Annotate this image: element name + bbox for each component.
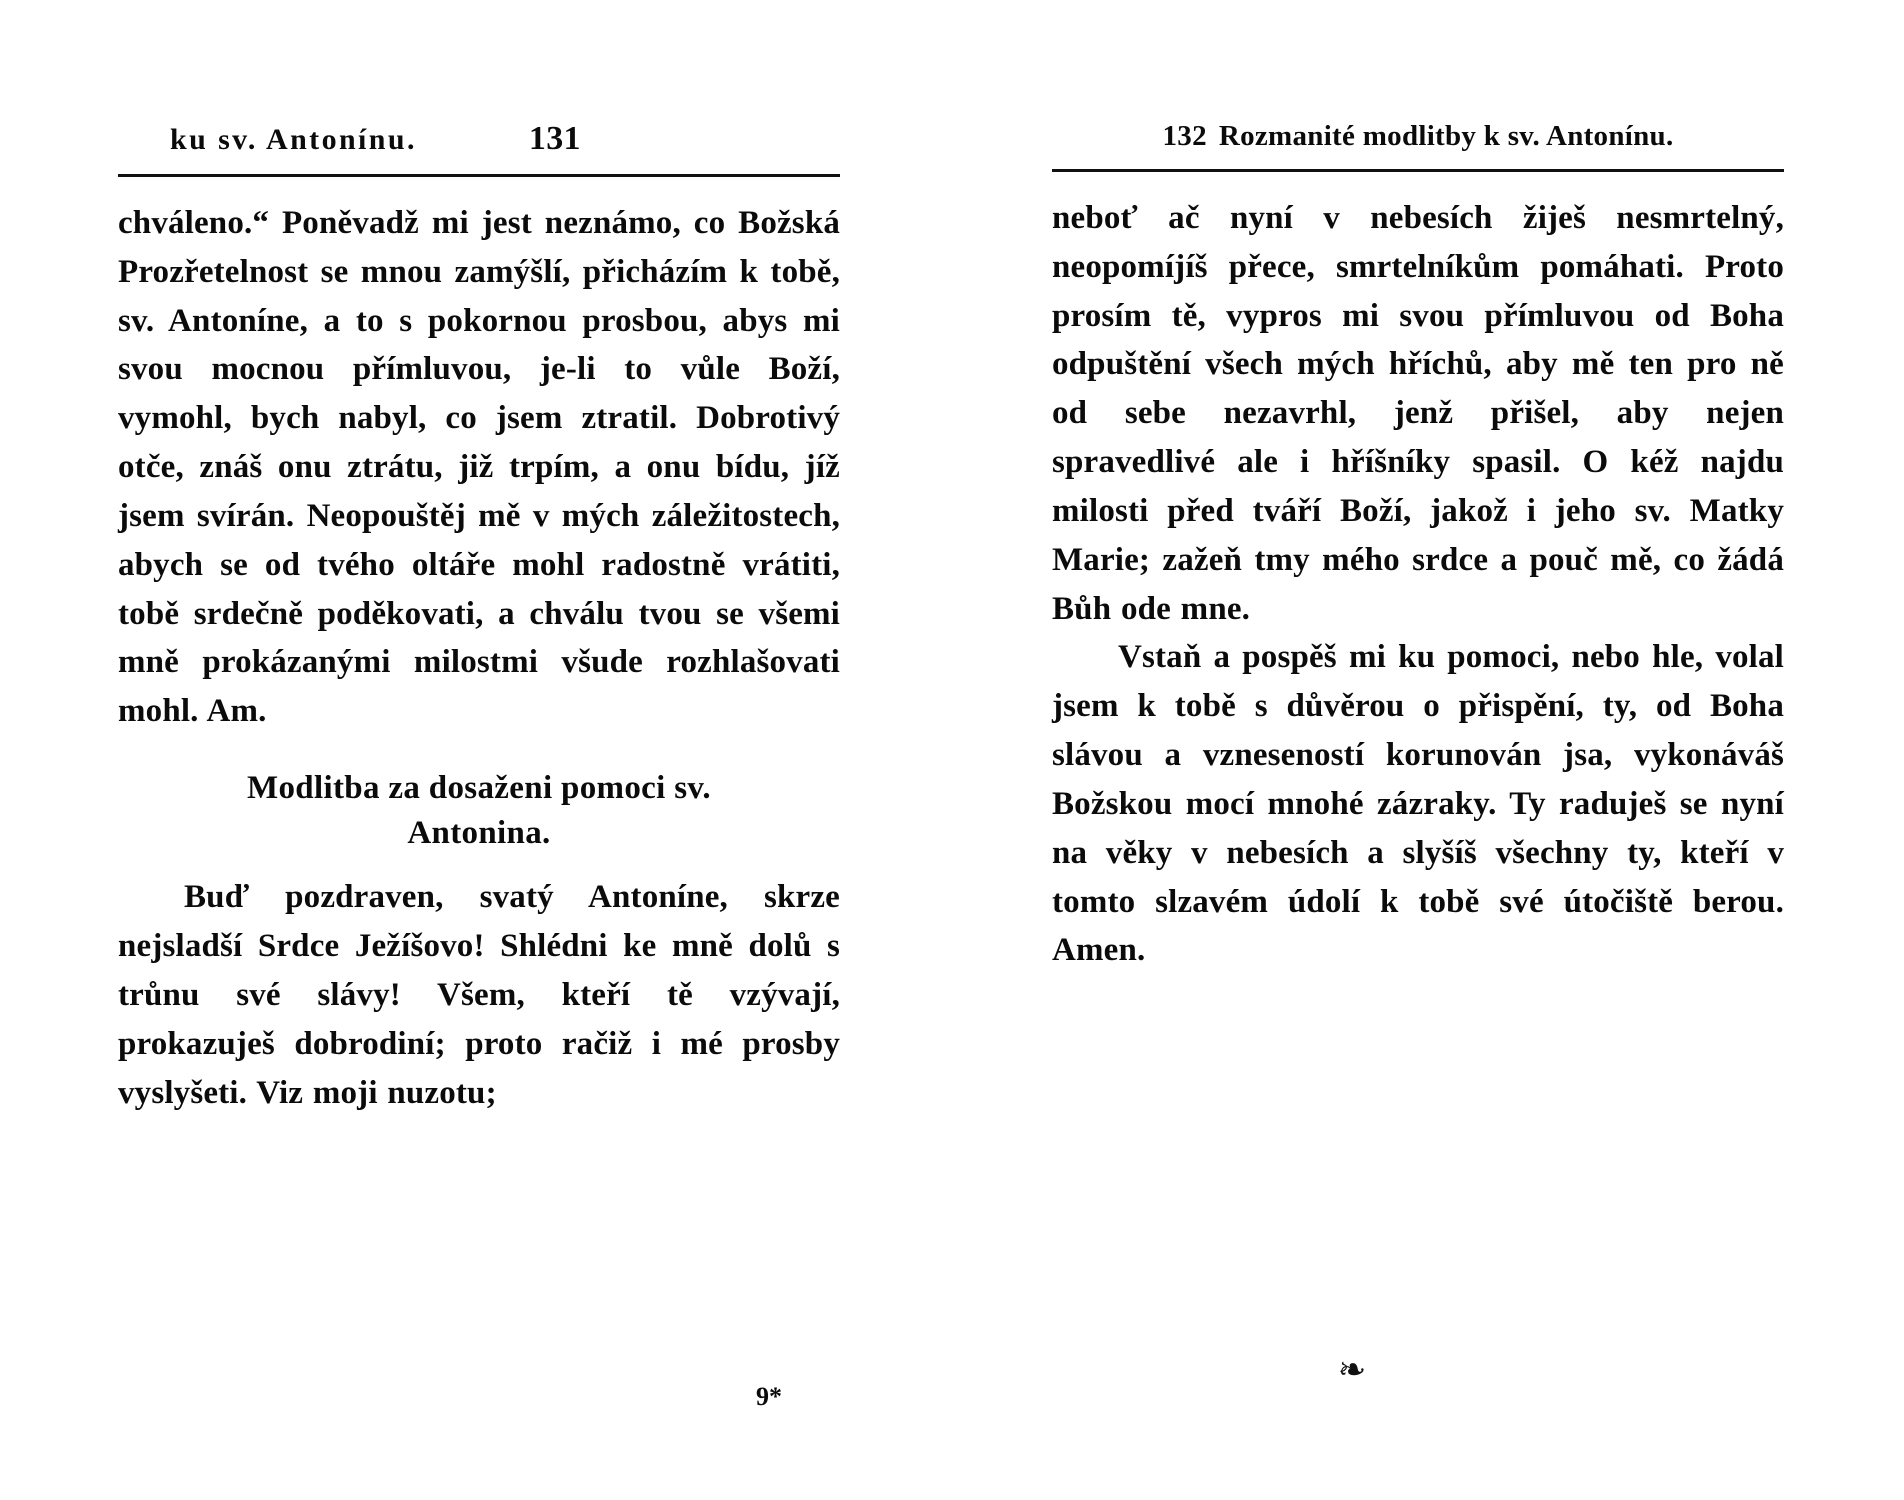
body-text-left: [118, 199, 840, 736]
page-right: [952, 0, 1904, 1500]
header-rule-left: [118, 174, 840, 177]
header-rule-right: [1052, 169, 1784, 172]
running-head-left: [118, 120, 840, 158]
paragraph: Vstaň a pospěš mi ku pomoci, nebo hle, volal jsem k tobě s důvěrou o přispění, ty, od Boha slávou a vzneseností korunován jsa, vykonáváš Božskou mocí mnohé zázraky. Ty raduješ se nyní na věky v nebesích a slyšíš všechny ty, kteří v tomto slzavém údolí k tobě své útočiště berou. Amen.: [1052, 639, 1784, 969]
body-text-right: [1052, 194, 1784, 975]
running-head-title: Rozmanité modlitby k sv. Antonínu.: [1218, 120, 1674, 152]
section-heading-line-2: Antonina.: [407, 814, 551, 851]
section-body-left: [118, 873, 840, 1117]
section-heading: [118, 766, 840, 855]
paragraph: chváleno.“ Poněvadž mi jest neznámo, co Božská Prozřetelnost se mnou zamýšlí, přicházím k tobě, sv. Antoníne, a to s pokornou prosbou, abys mi svou mocnou přímluvou, je-li to vůle Boží, vymohl, bych nabyl, co jsem ztratil. Dobrotivý otče, znáš onu ztrátu, již trpím, a onu bídu, jíž jsem svírán. Neopouštěj mě v mých záležitostech, abych se od tvého oltáře mohl radostně vrátiti, tobě srdečně poděkovati, a chválu tvou se všemi mně prokázanými milostmi všude rozhlašovati mohl. Am.: [118, 205, 840, 730]
ornament-icon: ❧: [1337, 1352, 1367, 1389]
section-heading-line-1: Modlitba za dosaženi pomoci sv.: [247, 770, 711, 807]
signature-mark: 9*: [756, 1382, 782, 1411]
paragraph: Buď pozdraven, svatý Antoníne, skrze nejsladší Srdce Ježíšovo! Shlédni ke mně dolů s trůnu své slávy! Všem, kteří tě vzývají, prokazuješ dobrodiní; proto račiž i mé prosby vyslyšeti. Viz moji nuzotu;: [118, 879, 840, 1111]
running-head-right: [1052, 120, 1784, 153]
running-head-title: ku sv. Antonínu.: [170, 123, 417, 156]
page-number-left: 131: [528, 120, 581, 157]
paragraph: neboť ač nyní v nebesích žiješ nesmrtelný, neopomíjíš přece, smrtelníkům pomáhati. Proto prosím tě, vypros mi svou přímluvou od Boha odpuštění všech mých hříchů, aby mě ten pro ně od sebe nezavrhl, jenž přišel, aby nejen spravedlivé ale i hříšníky spasil. O kéž najdu milosti před tváří Boží, jakož i jeho sv. Matky Marie; zažeň tmy mého srdce a pouč mě, co žádá Bůh ode mne.: [1052, 200, 1784, 627]
page-number-right: 132: [1162, 120, 1207, 152]
